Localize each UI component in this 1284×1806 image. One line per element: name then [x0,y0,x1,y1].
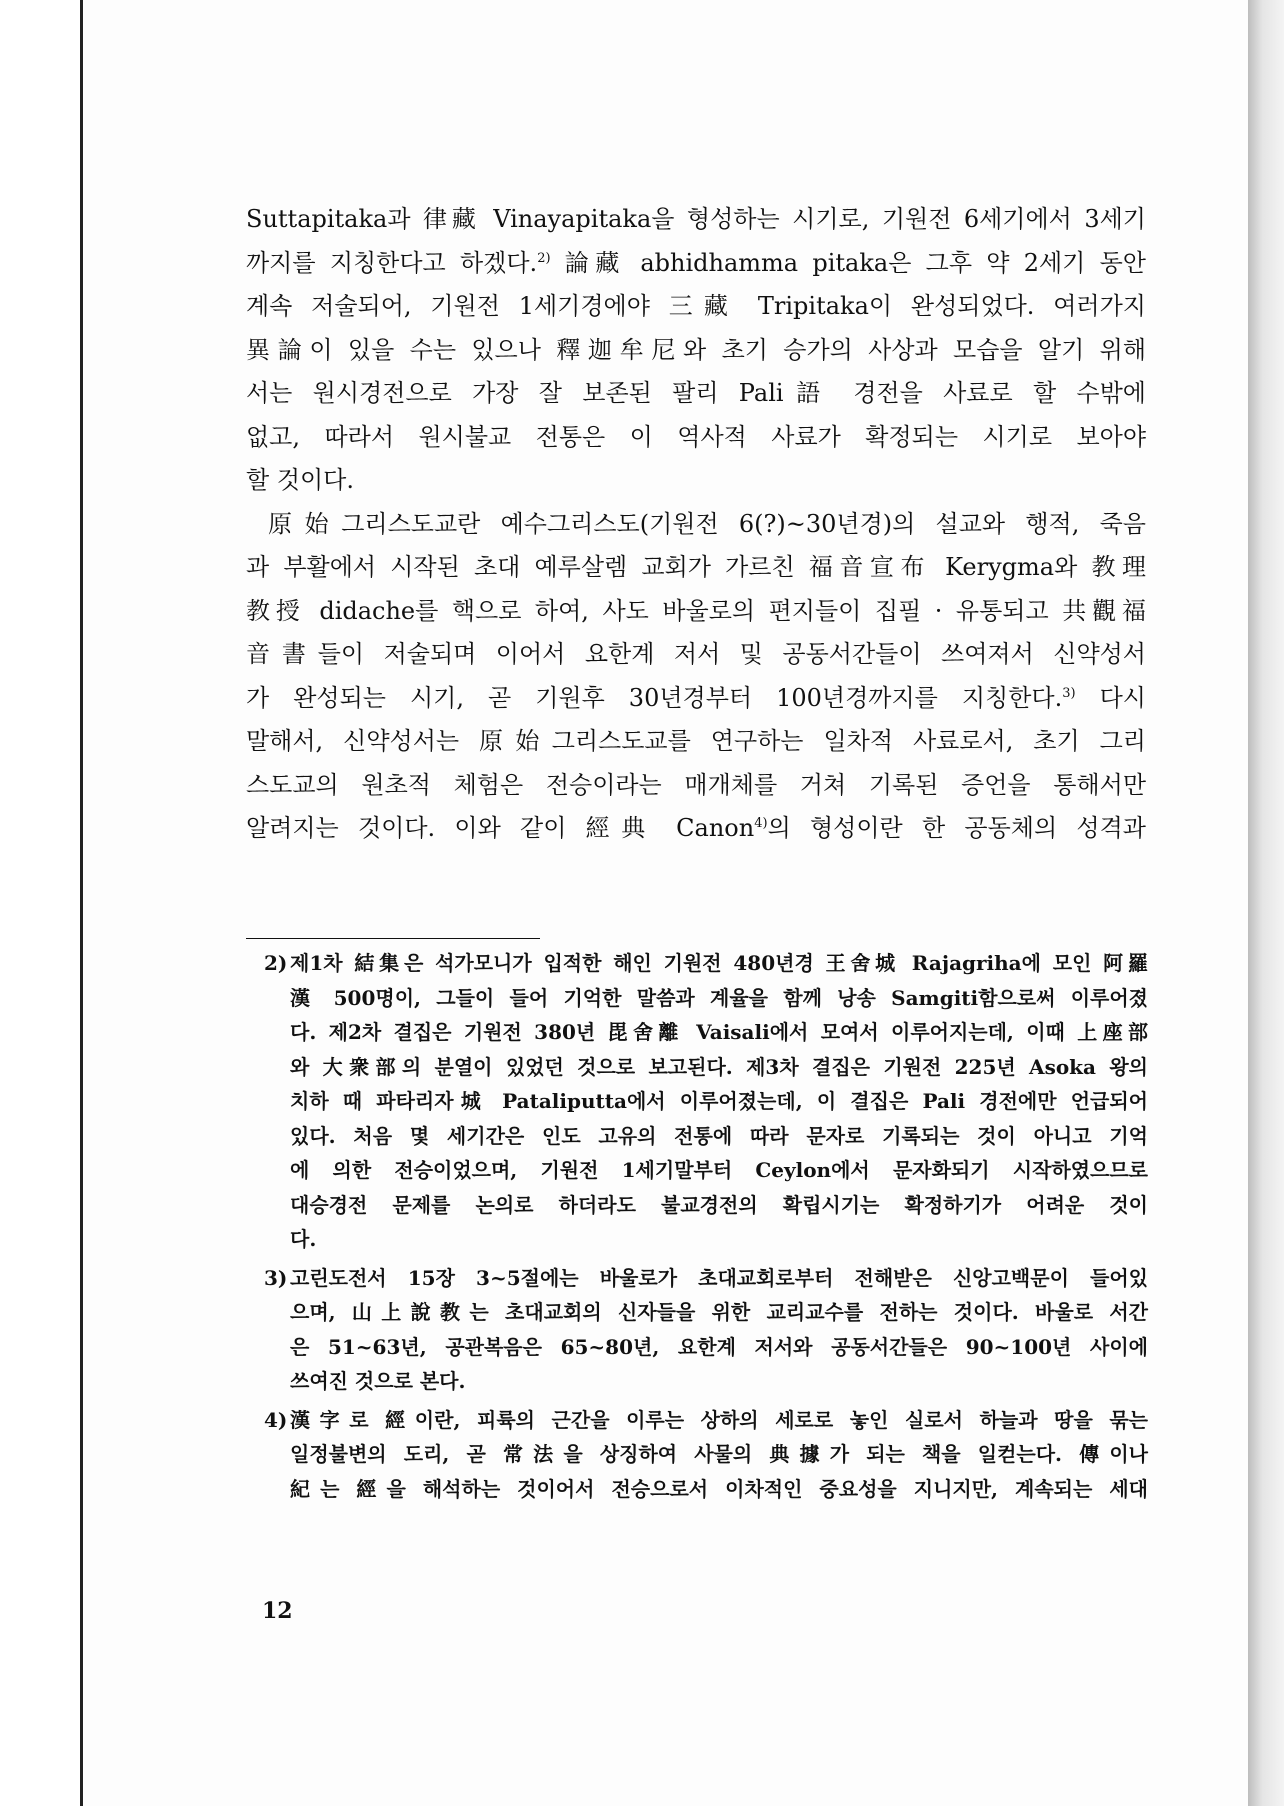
body-line: 과 부활에서 시작된 초대 예루살렘 교회가 가르친 福音宣布 Kerygma와 教理 [246,553,1146,581]
footnote-4 [264,1403,1148,1507]
footnote-line: 漢字로 經이란, 피륙의 근간을 이루는 상하의 세로로 놓인 실로서 하늘과 땅을 묶는 [290,1407,1148,1432]
book-right-edge [1248,0,1284,1806]
body-line: 音書들이 저술되며 이어서 요한계 저서 및 공동서간들이 쓰여져서 신약성서 [246,640,1146,668]
body-line: 原始그리스도교란 예수그리스도(기원전 6(?)~30년경)의 설교와 행적, 죽음 [268,509,1146,538]
body-line: 알려지는 것이다. 이와 같이 經典 Canon$^{4)}$의 형성이란 한 공동체의 성격과 [246,814,1146,842]
footnote-line: 쓰여진 것으로 본다. [290,1369,466,1393]
body-line: 계속 저술되어, 기원전 1세기경에야 三藏 Tripitaka이 완성되었다. 여러가지 [246,292,1146,320]
footnote-line: 紀는 經을 해석하는 것이어서 전승으로서 이차적인 중요성을 지니지만, 계속되는 세대 [290,1476,1148,1501]
footnote-line: 대승경전 문제를 논의로 하더라도 불교경전의 확립시기는 확정하기가 어려운 것이 [290,1192,1148,1217]
footnote-line: 다. [290,1227,317,1251]
footnote-number: 4) [264,1407,288,1432]
body-line: 까지를 지칭한다고 하겠다.$^{2)}$ 論藏 abhidhamma pitaka은 그후 약 2세기 동안 [246,248,1146,277]
footnote-2 [264,946,1148,1257]
footnote-line: 와 大衆部의 분열이 있었던 것으로 보고된다. 제3차 결집은 기원전 225년 Asoka 왕의 [290,1054,1148,1079]
footnote-line: 으며, 山上說教는 초대교회의 신자들을 위한 교리교수를 전하는 것이다. 바울로 서간 [290,1300,1148,1324]
body-line: 教授 didache를 핵으로 하여, 사도 바울로의 편지들이 집필 · 유통되고 共觀福 [246,596,1146,625]
body-line: 없고, 따라서 원시불교 전통은 이 역사적 사료가 확정되는 시기로 보아야 [246,422,1146,451]
footnote-line: 고린도전서 15장 3~5절에는 바울로가 초대교회로부터 전해받은 신앙고백문이 들어있 [290,1265,1148,1290]
body-line: 異論이 있을 수는 있으나 釋迦牟尼와 초기 승가의 사상과 모습을 알기 위해 [246,335,1146,364]
footnote-divider [246,938,540,939]
footnote-number: 2) [264,951,288,975]
footnote-line: 은 51~63년, 공관복음은 65~80년, 요한계 저서와 공동서간들은 90~100년 사이에 [290,1334,1148,1359]
footnote-line: 있다. 처음 몇 세기간은 인도 고유의 전통에 따라 문자로 기록되는 것이 아니고 기억 [290,1123,1148,1148]
body-line: 할 것이다. [246,466,354,494]
body-text [246,198,1146,851]
body-line: 스도교의 원초적 체험은 전승이라는 매개체를 거쳐 기록된 증언을 통해서만 [246,770,1146,799]
page-number: 12 [262,1598,293,1624]
body-line: Suttapitaka과 律藏 Vinayapitaka을 형성하는 시기로, 기원전 6세기에서 3세기 [246,205,1146,233]
footnote-ref: 3) [1062,685,1076,701]
body-line: 말해서, 신약성서는 原始그리스도교를 연구하는 일차적 사료로서, 초기 그리 [246,727,1146,755]
book-left-edge [80,0,83,1806]
footnote-line: 다. 제2차 결집은 기원전 380년 毘舍離 Vaisali에서 모여서 이루어지는데, 이때 上座部 [290,1020,1148,1044]
footnote-ref: 4) [754,816,768,831]
body-line: 서는 원시경전으로 가장 잘 보존된 팔리 Pali語 경전을 사료로 할 수밖에 [246,379,1146,407]
footnote-line: 漢 500명이, 그들이 들어 기억한 말씀과 계율을 함께 낭송 Samgiti함으로써 이루어졌 [290,985,1148,1010]
footnote-line: 치하 때 파타리자城 Pataliputta에서 이루어졌는데, 이 결집은 Pali 경전에만 언급되어 [290,1089,1148,1113]
footnote-line: 제1차 結集은 석가모니가 입적한 해인 기원전 480년경 王舍城 Rajagriha에 모인 阿羅 [290,951,1148,975]
footnote-number: 3) [264,1265,288,1290]
footnote-line: 일정불변의 도리, 곧 常法을 상징하여 사물의 典據가 되는 책을 일컫는다. 傳이나 [290,1442,1148,1466]
footnote-3 [264,1261,1148,1399]
body-line: 가 완성되는 시기, 곧 기원후 30년경부터 100년경까지를 지칭한다.$^{3)}$ 다시 [246,683,1146,712]
footnote-line: 에 의한 전승이었으며, 기원전 1세기말부터 Ceylon에서 문자화되기 시작하였으므로 [290,1158,1148,1182]
footnotes [264,946,1148,1510]
footnote-ref: 2) [537,250,551,266]
